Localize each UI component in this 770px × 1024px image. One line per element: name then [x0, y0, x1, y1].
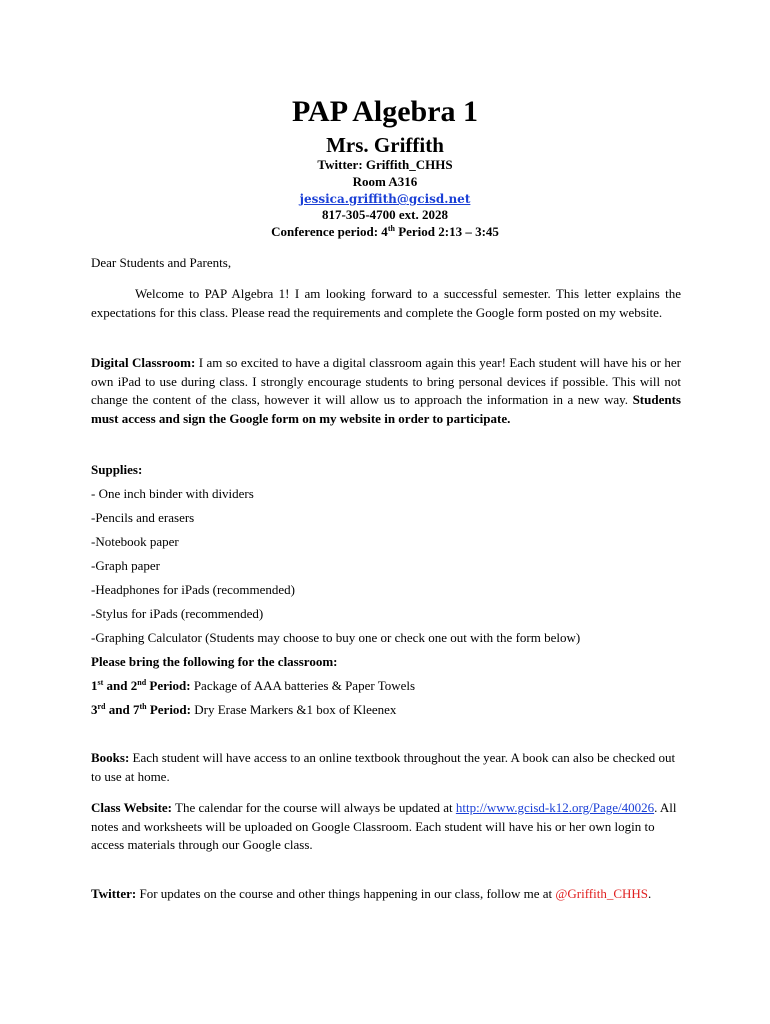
supply-item: -Graph paper — [91, 558, 160, 573]
twitter-handle-line: Twitter: Griffith_CHHS — [317, 157, 453, 172]
conference-suffix: Period 2:13 – 3:45 — [394, 224, 499, 239]
classroom-supplies-heading: Please bring the following for the classroom: — [91, 654, 338, 669]
twitter-handle-link[interactable]: @Griffith_CHHS — [555, 886, 649, 901]
conference-prefix: Conference period: 4 — [271, 224, 388, 239]
digital-classroom-paragraph — [91, 354, 681, 428]
period-3-7-label: 3rd and 7th Period: — [91, 702, 191, 717]
twitter-end: . — [648, 886, 652, 901]
class-website-label: Class Website: — [91, 800, 173, 815]
period-3-7-items: Dry Erase Markers &1 box of Kleenex — [191, 702, 397, 717]
email-line — [0, 191, 770, 207]
class-website-paragraph — [91, 799, 681, 855]
phone-number: 817-305-4700 ext. 2028 — [321, 207, 448, 222]
books-text: Each student will have access to an online textbook throughout the year. A book can also be checked out to use at home. — [91, 750, 676, 784]
supply-item: -Notebook paper — [91, 534, 179, 549]
class-website-link[interactable]: http://www.gcisd-k12.org/Page/40026 — [455, 800, 655, 815]
twitter-paragraph — [91, 885, 681, 904]
supplies-heading: Supplies: — [91, 462, 143, 477]
supply-item: - One inch binder with dividers — [91, 486, 254, 501]
email-link[interactable]: jessica.griffith@gcisd.net — [299, 192, 471, 206]
conference-sup: th — [387, 224, 395, 233]
class-website-text-after: . All notes and worksheets will be uploaded on Google Classroom. Each student will have his or her own login to access materials through our Google class. — [91, 800, 677, 852]
supply-item: -Graphing Calculator (Students may choose to buy one or check one out with the form below) — [91, 630, 581, 645]
books-paragraph — [91, 749, 681, 786]
period-1-2-items: Package of AAA batteries & Paper Towels — [190, 678, 416, 693]
conference-period — [0, 224, 770, 240]
room-number: Room A316 — [352, 174, 418, 189]
period-1-2-label: 1st and 2nd Period: — [91, 678, 191, 693]
books-label: Books: — [91, 750, 130, 765]
class-website-text: The calendar for the course will always be updated at — [172, 800, 456, 815]
supply-item: -Stylus for iPads (recommended) — [91, 606, 264, 621]
digital-classroom-emphasis: Students must access and sign the Google form on my website in order to participate. — [91, 392, 681, 426]
twitter-label: Twitter: — [91, 886, 137, 901]
welcome-paragraph — [91, 285, 681, 322]
period-3-7-supplies — [91, 701, 681, 720]
digital-classroom-text: I am so excited to have a digital classroom again this year! Each student will have his or her own iPad to use during class. I strongly encourage students to bring personal devices if possible. This will not change the content of the class, however it will allow us to approach the information in a new way. — [91, 355, 681, 407]
page-title: PAP Algebra 1 — [291, 95, 479, 128]
welcome-text: Welcome to PAP Algebra 1! I am looking forward to a successful semester. This letter explains the expectations for this class. Please read the requirements and complete the Google form posted on my website. — [91, 286, 681, 320]
supply-item: -Pencils and erasers — [91, 510, 195, 525]
salutation: Dear Students and Parents, — [91, 255, 232, 270]
twitter-text: For updates on the course and other things happening in our class, follow me at — [136, 886, 556, 901]
supply-item: -Headphones for iPads (recommended) — [91, 582, 295, 597]
digital-classroom-label: Digital Classroom: — [91, 355, 196, 370]
teacher-name: Mrs. Griffith — [326, 133, 444, 157]
period-1-2-supplies — [91, 677, 681, 696]
